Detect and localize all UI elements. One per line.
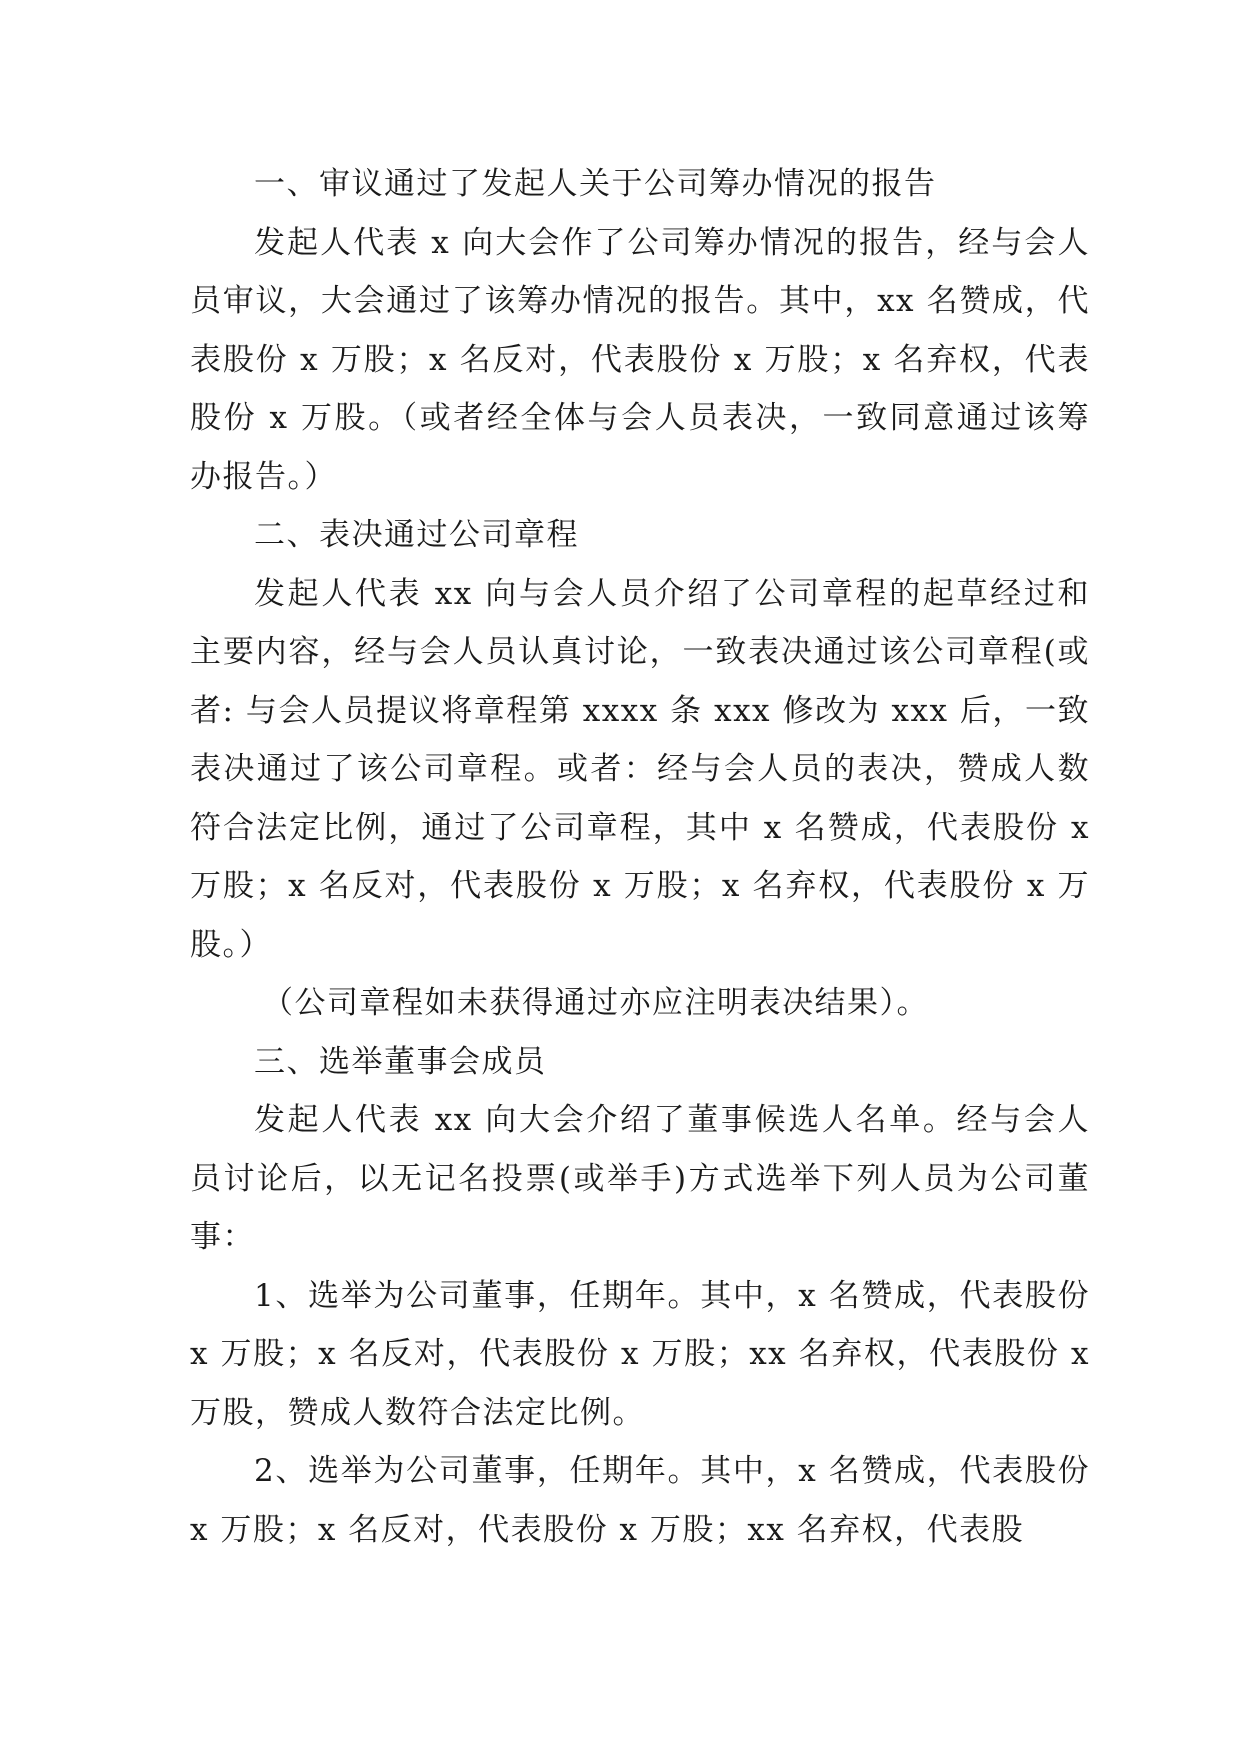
paragraph-charter-note: （公司章程如未获得通过亦应注明表决结果）。 — [262, 985, 929, 1021]
paragraph-report: 发起人代表 x 向大会作了公司筹办情况的报告，经与会人员审议，大会通过了该筹办情况的报告。其中，xx 名赞成，代表股份 x 万股；x 名反对，代表股份 x 万股；x 名弃权，代表股份 x 万股。（或者经全体与会人员表决，一致同意通过该筹办报告。） — [190, 224, 1090, 495]
paragraph-director-1: 1、选举为公司董事，任期年。其中，x 名赞成，代表股份 x 万股；x 名反对，代表股份 x 万股；xx 名弃权，代表股份 x 万股，赞成人数符合法定比例。 — [190, 1277, 1090, 1431]
paragraph-charter: 发起人代表 xx 向与会人员介绍了公司章程的起草经过和主要内容，经与会人员认真讨论，一致表决通过该公司章程(或者: 与会人员提议将章程第 xxxx 条 xxx 修改为 xxx 后，一致表决通过了该公司章程。或者：经与会人员的表决，赞成人数符合法定比例，通过了公司章程，其中 x 名赞成，代表股份 x 万股；x 名反对，代表股份 x 万股；x 名弃权，代表股份 x 万股。） — [190, 575, 1090, 963]
paragraph-director-2: 2、选举为公司董事，任期年。其中，x 名赞成，代表股份 x 万股；x 名反对，代表股份 x 万股；xx 名弃权，代表股 — [190, 1453, 1090, 1548]
section-heading-1: 一、审议通过了发起人关于公司筹办情况的报告 — [254, 166, 937, 202]
paragraph-board-candidates: 发起人代表 xx 向大会介绍了董事候选人名单。经与会人员讨论后，以无记名投票(或举手)方式选举下列人员为公司董事： — [190, 1102, 1090, 1255]
document-body — [190, 155, 1090, 1559]
section-heading-3: 三、选举董事会成员 — [254, 1043, 547, 1080]
section-heading-2: 二、表决通过公司章程 — [254, 517, 579, 553]
